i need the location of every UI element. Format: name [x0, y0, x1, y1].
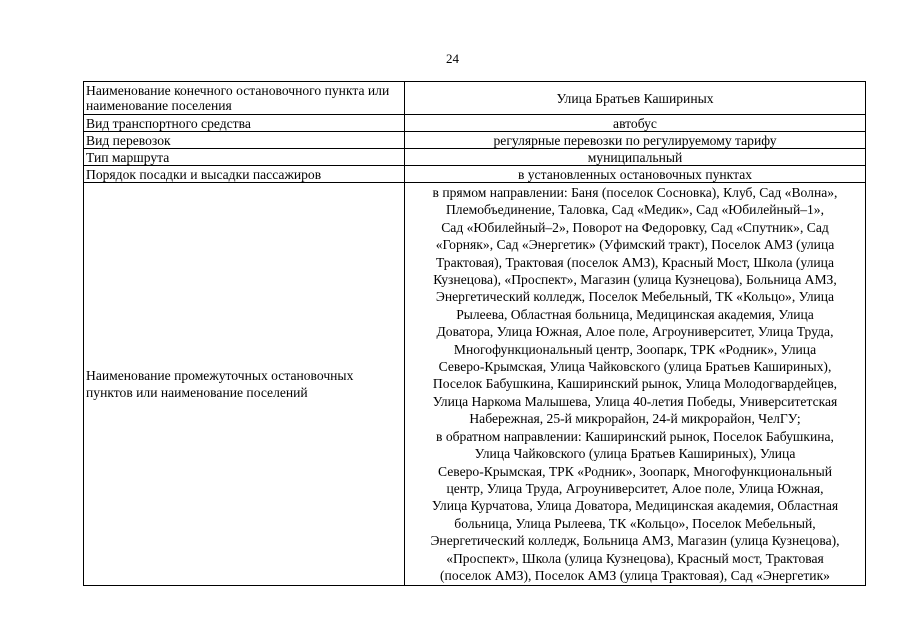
- route-line: Доватора, Улица Южная, Алое поле, Агроуниверситет, Улица Труда,: [436, 324, 834, 340]
- route-line: в прямом направлении: Баня (поселок Сосновка), Клуб, Сад «Волна»,: [432, 185, 838, 200]
- intermediate-stops-value: [405, 183, 866, 586]
- route-line: (поселок АМЗ), Поселок АМЗ (улица Трактовая), Сад «Энергетик»: [440, 567, 830, 583]
- route-line: «Проспект», Школа (улица Кузнецова), Красный мост, Трактовая: [446, 550, 824, 566]
- route-line: больница, Улица Рылеева, ТК «Кольцо», Поселок Мебельный,: [454, 515, 816, 531]
- route-line: Рылеева, Областная больница, Медицинская академия, Улица: [456, 306, 814, 322]
- page-number: 24: [446, 51, 459, 66]
- route-line: Улица Чайковского (улица Братьев Кашириных), Улица: [474, 446, 796, 462]
- vehicle-type-label: Вид транспортного средства: [84, 115, 405, 132]
- route-line: Поселок Бабушкина, Каширинский рынок, Улица Молодогвардейцев,: [432, 376, 838, 392]
- transport-kind-value: регулярные перевозки по регулируемому тарифу: [405, 132, 866, 149]
- terminal-stop-label: Наименование конечного остановочного пункта или наименование поселения: [84, 82, 405, 115]
- route-line: Кузнецова), «Проспект», Магазин (улица Кузнецова), Больница АМЗ,: [433, 272, 837, 288]
- route-line: Северо-Крымская, ТРК «Родник», Зоопарк, Многофункциональный: [438, 463, 832, 479]
- table-row-route-type: [84, 149, 866, 166]
- route-line: Северо-Крымская, Улица Чайковского (улица Братьев Кашириных),: [438, 359, 832, 375]
- table-row-boarding-order: [84, 166, 866, 183]
- table-row-terminal-stop: [84, 82, 866, 115]
- boarding-order-label: Порядок посадки и высадки пассажиров: [84, 166, 405, 183]
- route-line: Улица Наркома Малышева, Улица 40-летия Победы, Университетская: [432, 393, 838, 409]
- route-line: Энергетический колледж, Поселок Мебельный, ТК «Кольцо», Улица: [435, 289, 835, 305]
- route-line: Улица Курчатова, Улица Доватора, Медицинская академия, Областная: [431, 498, 839, 514]
- intermediate-stops-label: Наименование промежуточных остановочных пунктов или наименование поселений: [84, 183, 405, 586]
- table-row-vehicle-type: [84, 115, 866, 132]
- boarding-order-value: в установленных остановочных пунктах: [405, 166, 866, 183]
- vehicle-type-value: автобус: [405, 115, 866, 132]
- table-row-transport-kind: [84, 132, 866, 149]
- route-line: Набережная, 25-й микрорайон, 24-й микрорайон, ЧелГУ;: [469, 411, 801, 427]
- route-line: Племобъединение, Таловка, Сад «Медик», Сад «Юбилейный–1»,: [445, 202, 825, 218]
- route-line: в обратном направлении: Каширинский рынок, Поселок Бабушкина,: [436, 428, 834, 444]
- route-line: «Горняк», Сад «Энергетик» (Уфимский тракт), Поселок АМЗ (улица: [435, 237, 835, 253]
- terminal-stop-value: Улица Братьев Кашириных: [405, 82, 866, 115]
- route-type-label: Тип маршрута: [84, 149, 405, 166]
- route-line: Многофункциональный центр, Зоопарк, ТРК «Родник», Улица: [453, 341, 817, 357]
- route-line: Энергетический колледж, Больница АМЗ, Магазин (улица Кузнецова),: [430, 533, 840, 549]
- table-row-intermediate-stops: [84, 183, 866, 586]
- route-passport-table: [83, 81, 866, 586]
- route-line: Трактовая), Трактовая (поселок АМЗ), Красный Мост, Школа (улица: [436, 254, 834, 270]
- route-type-value: муниципальный: [405, 149, 866, 166]
- route-line: центр, Улица Труда, Агроуниверситет, Алое поле, Улица Южная,: [446, 480, 824, 496]
- transport-kind-label: Вид перевозок: [84, 132, 405, 149]
- route-line: Сад «Юбилейный–2», Поворот на Федоровку, Сад «Спутник», Сад: [441, 219, 829, 235]
